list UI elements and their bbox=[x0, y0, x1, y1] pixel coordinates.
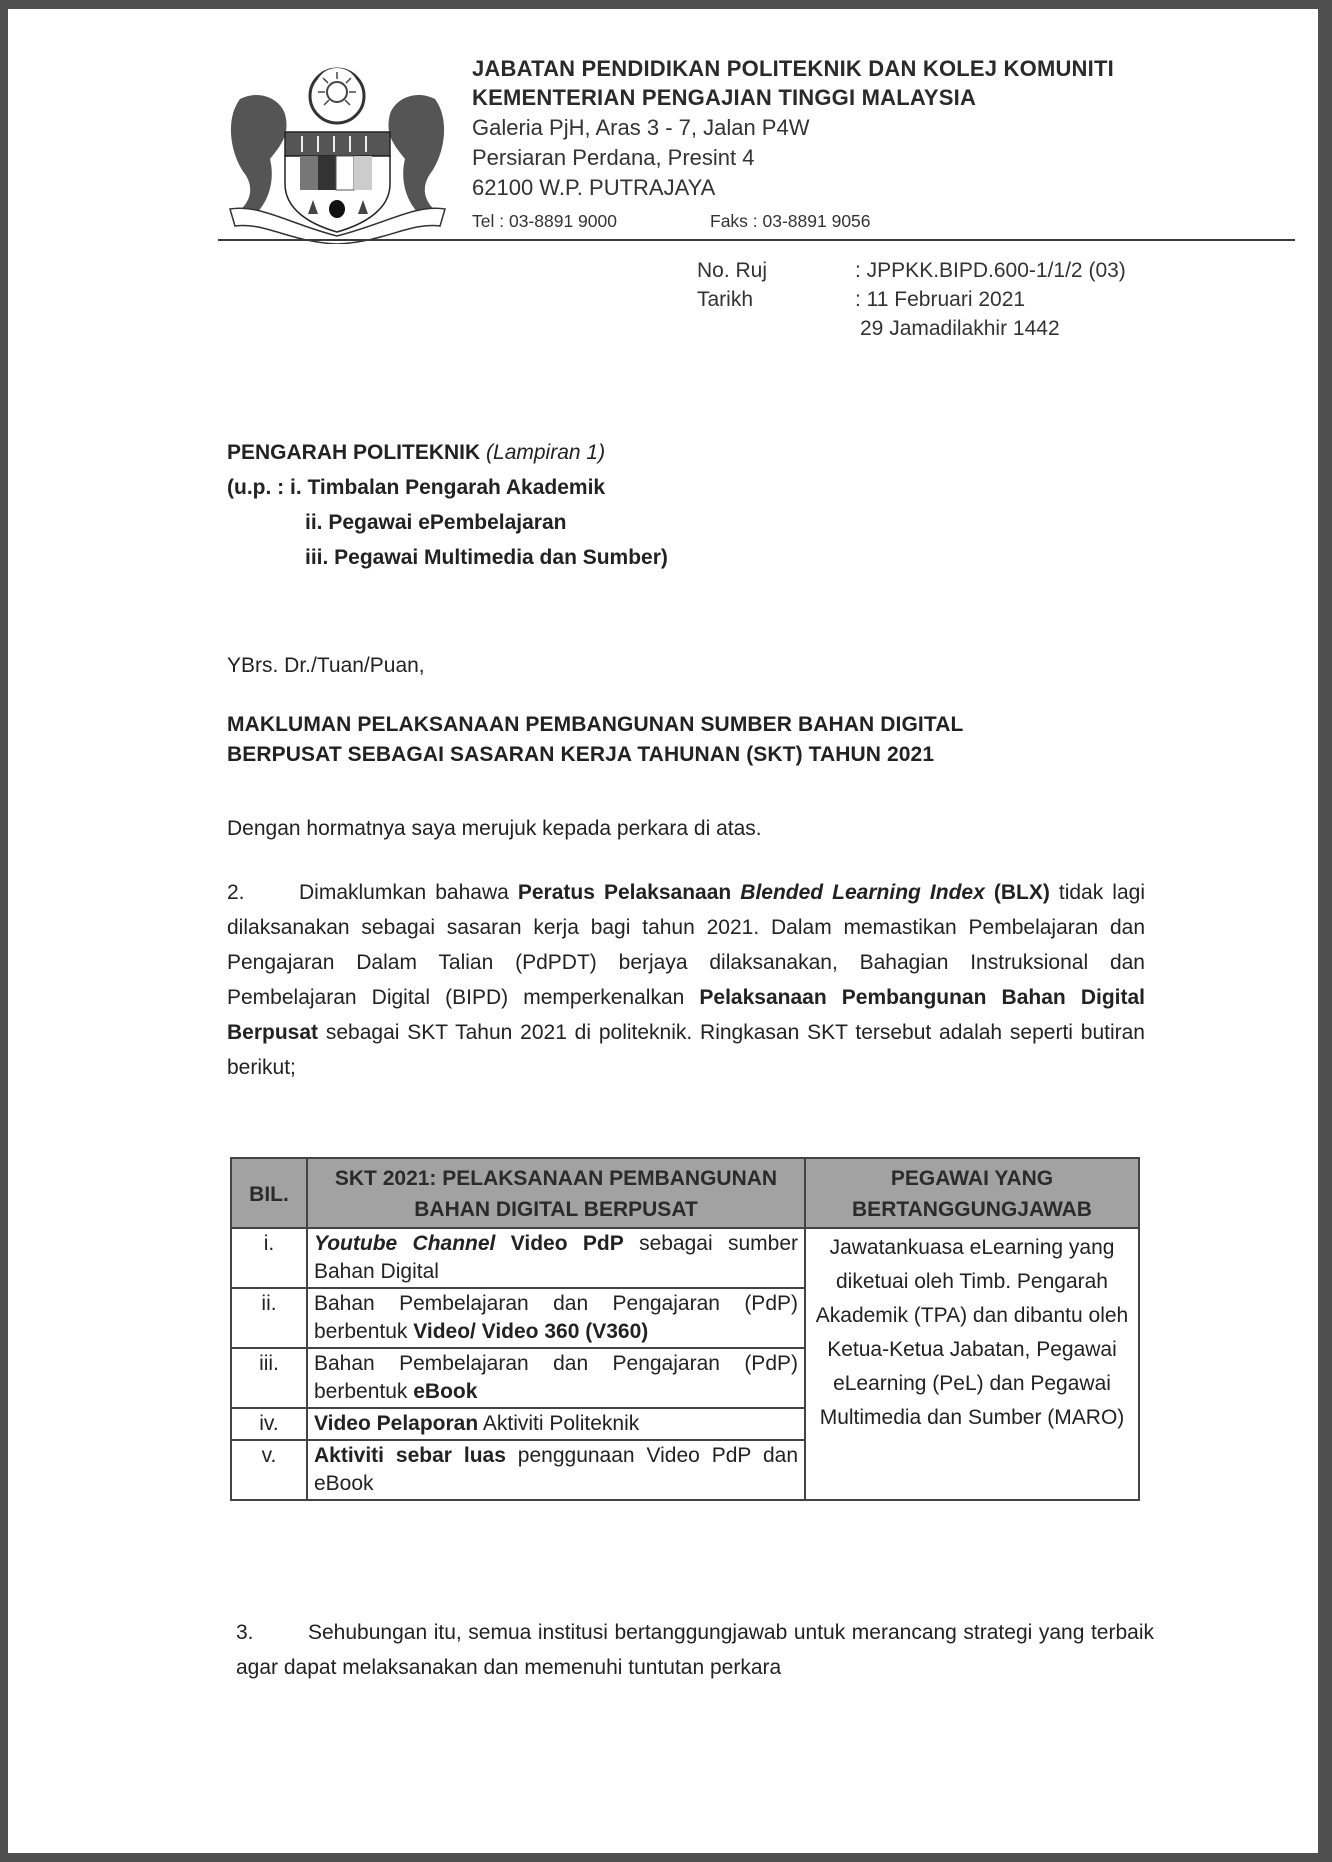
para-bold: Pelaksanaan Pembangunan Bahan Digital Berpusat bbox=[227, 986, 1145, 1044]
row-number: ii. bbox=[231, 1288, 307, 1348]
attention-item: i. Timbalan Pengarah Akademik bbox=[289, 476, 606, 499]
address-line1: Galeria PjH, Aras 3 - 7, Jalan P4W bbox=[472, 115, 810, 140]
letterhead-divider bbox=[218, 239, 1295, 241]
table-header-row bbox=[231, 1158, 1139, 1228]
row-number: v. bbox=[231, 1440, 307, 1500]
paragraph-number: 3. bbox=[236, 1621, 254, 1644]
table-row bbox=[231, 1228, 1139, 1288]
row-number: iv. bbox=[231, 1408, 307, 1440]
attention-prefix: (u.p. : bbox=[227, 476, 290, 499]
address-line2: Persiaran Perdana, Presint 4 bbox=[472, 145, 755, 170]
reference-value: : JPPKK.BIPD.600-1/1/2 (03) bbox=[855, 259, 1126, 282]
para-text: sebagai SKT Tahun 2021 di politeknik. Ringkasan SKT tersebut adalah seperti butiran berikut; bbox=[227, 1021, 1145, 1079]
row-number: i. bbox=[231, 1228, 307, 1288]
subject-line2: BERPUSAT SEBAGAI SASARAN KERJA TAHUNAN (SKT) TAHUN 2021 bbox=[227, 743, 935, 766]
attention-item: iii. Pegawai Multimedia dan Sumber) bbox=[305, 546, 668, 569]
responsible-officers: Jawatankuasa eLearning yang diketuai oleh Timb. Pengarah Akademik (TPA) dan dibantu oleh Ketua-Ketua Jabatan, Pegawai eLearning (PeL) dan Pegawai Multimedia dan Sumber (MARO) bbox=[805, 1228, 1139, 1500]
skt-table bbox=[230, 1157, 1140, 1501]
row-description: Bahan Pembelajaran dan Pengajaran (PdP) berbentuk Video/ Video 360 (V360) bbox=[307, 1288, 805, 1348]
row-description: Bahan Pembelajaran dan Pengajaran (PdP) berbentuk eBook bbox=[307, 1348, 805, 1408]
recipient-note: (Lampiran 1) bbox=[486, 441, 606, 464]
para-bold: (BLX) bbox=[993, 881, 1050, 904]
letter-page bbox=[8, 9, 1318, 1853]
salutation: YBrs. Dr./Tuan/Puan, bbox=[227, 654, 425, 677]
paragraph-2 bbox=[227, 875, 1145, 1085]
address-line3: 62100 W.P. PUTRAJAYA bbox=[472, 175, 716, 200]
recipient bbox=[227, 441, 605, 465]
telephone: Tel : 03-8891 9000 bbox=[472, 211, 617, 231]
para-bold: Peratus Pelaksanaan bbox=[517, 881, 741, 904]
para-text: Sehubungan itu, semua institusi bertanggungjawab untuk merancang strategi yang terbaik agar dapat melaksanakan dan memenuhi tuntutan perkara bbox=[236, 1621, 1154, 1679]
row-description: Aktiviti sebar luas penggunaan Video PdP dan eBook bbox=[307, 1440, 805, 1500]
para-bold-italic: Blended Learning Index bbox=[740, 881, 985, 904]
fax: Faks : 03-8891 9056 bbox=[710, 211, 871, 231]
para-text: tidak lagi dilaksanakan sebagai sasaran kerja bagi tahun 2021. Dalam memastikan Pembelajaran dan Pengajaran Dalam Talian (PdPDT) berjaya dilaksanakan, Bahagian Instruksional dan Pembelajaran Digital (BIPD) memperkenalkan bbox=[227, 881, 1145, 1009]
row-description: Youtube Channel Video PdP sebagai sumber Bahan Digital bbox=[307, 1228, 805, 1288]
coat-of-arms-logo bbox=[220, 64, 455, 244]
hijri-date: 29 Jamadilakhir 1442 bbox=[860, 317, 1060, 340]
attention-item: ii. Pegawai ePembelajaran bbox=[305, 511, 567, 534]
paragraph-3 bbox=[236, 1615, 1154, 1685]
opening-line: Dengan hormatnya saya merujuk kepada perkara di atas. bbox=[227, 817, 762, 840]
date-label: Tarikh bbox=[697, 288, 754, 311]
header-officer: PEGAWAI YANG BERTANGGUNGJAWAB bbox=[805, 1158, 1139, 1228]
para-text: Dimaklumkan bahawa bbox=[299, 881, 518, 904]
paragraph-number: 2. bbox=[227, 881, 245, 904]
reference-label: No. Ruj bbox=[697, 259, 768, 282]
recipient-title: PENGARAH POLITEKNIK bbox=[227, 441, 481, 464]
row-number: iii. bbox=[231, 1348, 307, 1408]
row-description: Video Pelaporan Aktiviti Politeknik bbox=[307, 1408, 805, 1440]
header-bil: BIL. bbox=[231, 1158, 307, 1228]
attention-line1 bbox=[227, 476, 605, 500]
subject-line1: MAKLUMAN PELAKSANAAN PEMBANGUNAN SUMBER BAHAN DIGITAL bbox=[227, 713, 964, 736]
date-value: : 11 Februari 2021 bbox=[855, 288, 1026, 311]
org-name-line1: JABATAN PENDIDIKAN POLITEKNIK DAN KOLEJ KOMUNITI bbox=[472, 56, 1114, 81]
org-name-line2: KEMENTERIAN PENGAJIAN TINGGI MALAYSIA bbox=[472, 85, 977, 110]
header-skt: SKT 2021: PELAKSANAAN PEMBANGUNAN BAHAN DIGITAL BERPUSAT bbox=[307, 1158, 805, 1228]
